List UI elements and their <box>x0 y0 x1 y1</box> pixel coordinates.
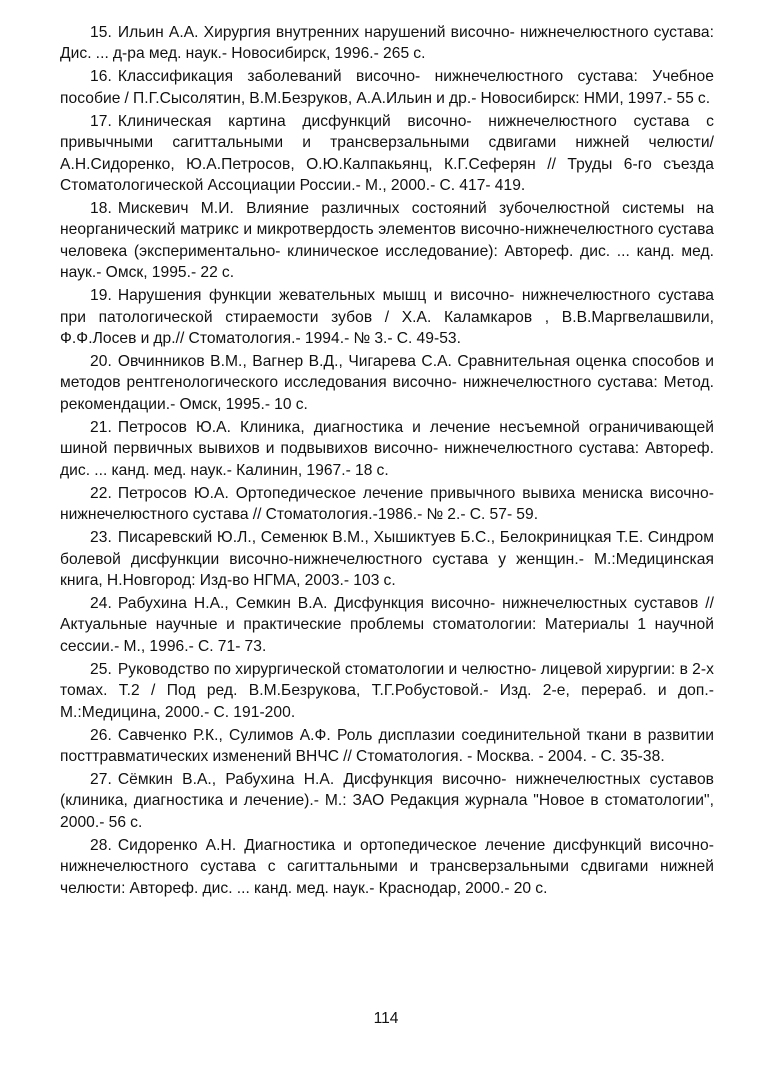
reference-text: Классификация заболеваний височно- нижнечелюстного сустава: Учебное пособие / П.Г.Сысолятин, В.М.Безруков, А.А.Ильин и др.- Новосибирск: НМИ, 1997.- 55 с. <box>60 68 714 107</box>
reference-item <box>60 769 714 833</box>
reference-item <box>60 111 714 197</box>
reference-number: 25. <box>90 660 112 678</box>
reference-text: Мискевич М.И. Влияние различных состояний зубочелюстной системы на неорганический матрикс и микротвердость элементов височно-нижнечелюстного сустава человека (экспериментально- клиническое исследование): Автореф. дис. ... канд. мед. наук.- Омск, 1995.- 22 с. <box>60 200 714 282</box>
reference-item <box>60 527 714 591</box>
reference-text: Клиническая картина дисфункций височно- нижнечелюстного сустава с привычными сагиттальными и трансверзальными сдвигами нижней челюсти/ А.Н.Сидоренко, Ю.А.Петросов, О.Ю.Калпакьянц, К.Г.Сеферян // Труды 6-го съезда Стоматологической Ассоциации России.- М., 2000.- С. 417- 419. <box>60 112 714 195</box>
reference-text: Сёмкин В.А., Рабухина Н.А. Дисфункция височно- нижнечелюстных суставов (клиника, диагностика и лечение).- М.: ЗАО Редакция журнала "Новое в стоматологии", 2000.- 56 с. <box>60 770 714 831</box>
reference-text: Савченко Р.К., Сулимов А.Ф. Роль дисплазии соединительной ткани в развитии посттравматических изменений ВНЧС // Стоматология. - Москва. - 2004. - С. 35-38. <box>60 726 714 765</box>
reference-text: Нарушения функции жевательных мышц и височно- нижнечелюстного сустава при патологической стираемости зубов / Х.А. Каламкаров , В.В.Маргвелашвили, Ф.Ф.Лосев и др.// Стоматология.- 1994.- № 3.- С. 49-53. <box>60 287 714 348</box>
reference-item <box>60 285 714 349</box>
reference-number: 16. <box>90 68 112 86</box>
reference-text: Петросов Ю.А. Ортопедическое лечение привычного вывиха мениска височно- нижнечелюстного сустава // Стоматология.-1986.- № 2.- С. 57- 59. <box>60 484 714 524</box>
reference-item <box>60 725 714 768</box>
reference-number: 18. <box>90 200 112 218</box>
reference-text: Петросов Ю.А. Клиника, диагностика и лечение несъемной ограничивающей шиной первичных вывихов и подвывихов височно- нижнечелюстного сустава: Автореф. дис. ... канд. мед. наук.- Калинин, 1967.- 18 с. <box>60 418 714 479</box>
reference-number: 17. <box>90 112 112 130</box>
reference-item <box>60 417 714 481</box>
reference-list <box>60 22 714 899</box>
reference-number: 15. <box>90 24 112 41</box>
reference-text: Сидоренко А.Н. Диагностика и ортопедическое лечение дисфункций височно- нижнечелюстного сустава с сагиттальными и трансверзальными сдвигами нижней челюсти: Автореф. дис. ... канд. мед. наук.- Краснодар, 2000.- 20 с. <box>60 836 714 897</box>
reference-item <box>60 198 714 284</box>
reference-number: 22. <box>90 484 112 502</box>
reference-number: 26. <box>90 726 112 744</box>
reference-item <box>60 351 714 415</box>
reference-item <box>60 593 714 657</box>
reference-text: Руководство по хирургической стоматологии и челюстно- лицевой хирургии: в 2-х томах. Т.2 / Под ред. В.М.Безрукова, Т.Г.Робустовой.- Изд. 2-е, перераб. и доп.- М.:Медицина, 2000.- С. 191-200. <box>60 660 714 721</box>
reference-number: 20. <box>90 353 112 371</box>
reference-text: Ильин А.А. Хирургия внутренних нарушений височно- нижнечелюстного сустава: Дис. ... д-ра мед. наук.- Новосибирск, 1996.- 265 с. <box>60 24 714 63</box>
page-number: 114 <box>373 1010 399 1027</box>
reference-text: Писаревский Ю.Л., Семенюк В.М., Хышиктуев Б.С., Белокриницкая Т.Е. Синдром болевой дисфункции височно-нижнечелюстного сустава у женщин.- М.:Медицинская книга, Н.Новгород: Изд-во НГМА, 2003.- 103 с. <box>60 529 714 589</box>
reference-item <box>60 483 714 526</box>
reference-number: 19. <box>90 287 112 305</box>
reference-item <box>60 66 714 109</box>
reference-text: Рабухина Н.А., Семкин В.А. Дисфункция височно- нижнечелюстных суставов // Актуальные научные и практические проблемы стоматологии: Материалы 1 научной сессии.- М., 1996.- С. 71- 73. <box>60 594 714 655</box>
reference-text: Овчинников В.М., Вагнер В.Д., Чигарева С.А. Сравнительная оценка способов и методов рентгенологического исследования височно- нижнечелюстного сустава: Метод. рекомендации.- Омск, 1995.- 10 с. <box>60 353 714 413</box>
reference-number: 24. <box>90 594 112 612</box>
reference-item <box>60 22 714 65</box>
reference-number: 21. <box>90 418 112 436</box>
reference-number: 28. <box>90 836 112 854</box>
reference-item <box>60 835 714 899</box>
reference-number: 27. <box>90 770 112 788</box>
reference-item <box>60 659 714 723</box>
reference-number: 23. <box>90 529 112 547</box>
